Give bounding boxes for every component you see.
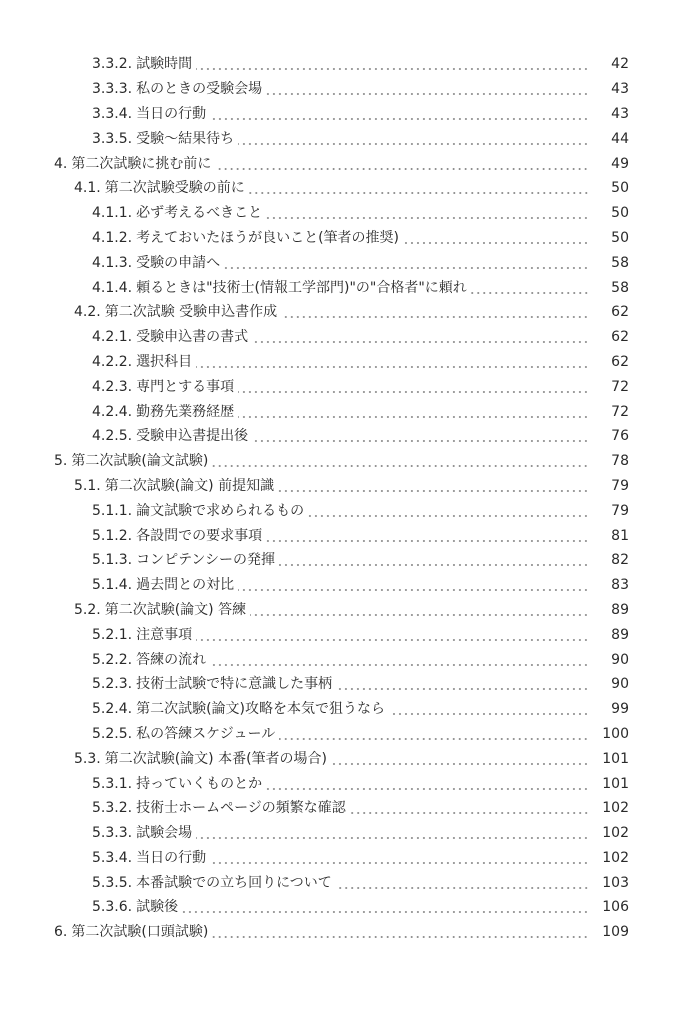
toc-entry-text: 第二次試験(論文)攻略を本気で狙うなら: [136, 701, 386, 718]
toc-entry[interactable]: [0, 622, 684, 647]
toc-entry-title: [92, 824, 196, 842]
toc-entry-text: 受験申込書の書式: [136, 329, 249, 346]
toc-entry-text: 技術士試験で特に意識した事柄: [136, 676, 333, 693]
toc-entry-page-number: 101: [602, 750, 629, 767]
toc-entry-page-number: 82: [611, 552, 629, 569]
dot-leader: [224, 267, 589, 269]
dot-leader: [196, 366, 589, 368]
toc-entry[interactable]: [0, 647, 684, 672]
toc-entry-page-number: 76: [611, 428, 629, 445]
toc-entry-number: 5.1.1.: [92, 502, 133, 519]
toc-entry-title: [92, 576, 238, 594]
toc-entry-title: [92, 378, 238, 396]
toc-entry-number: 5.3.1.: [92, 775, 133, 792]
dot-leader: [308, 515, 589, 517]
toc-entry[interactable]: [0, 548, 684, 573]
toc-entry-number: 4.1.4.: [92, 279, 133, 296]
dot-leader: [212, 936, 589, 938]
toc-entry-number: 4.1.3.: [92, 254, 133, 271]
toc-entry-title: [92, 700, 389, 718]
toc-entry[interactable]: [0, 821, 684, 846]
toc-entry[interactable]: [0, 126, 684, 151]
toc-entry[interactable]: [0, 895, 684, 920]
toc-entry-text: 試験後: [136, 899, 179, 916]
toc-entry-page-number: 50: [611, 180, 629, 197]
dot-leader: [196, 68, 589, 70]
toc-entry-text: 第二次試験(論文) 本番(筆者の場合): [104, 750, 328, 767]
toc-entry-page-number: 83: [611, 577, 629, 594]
toc-entry-number: 4.2.3.: [92, 378, 133, 395]
toc-entry[interactable]: [0, 374, 684, 399]
toc-entry-page-number: 42: [611, 56, 629, 73]
toc-entry-text: 頼るときは"技術士(情報工学部門)"の"合格者"に頼れ: [136, 279, 467, 296]
toc-entry-title: [54, 923, 212, 941]
toc-entry-page-number: 79: [611, 502, 629, 519]
dot-leader: [389, 713, 589, 715]
toc-entry-title: [74, 477, 278, 495]
toc-entry-number: 5.2.2.: [92, 651, 133, 668]
toc-entry-page-number: 43: [611, 81, 629, 98]
toc-entry-title: [92, 651, 210, 669]
toc-entry-number: 4.2.4.: [92, 403, 133, 420]
toc-entry[interactable]: [0, 523, 684, 548]
toc-entry-page-number: 90: [611, 651, 629, 668]
toc-entry-number: 4.1.: [74, 180, 101, 197]
toc-entry[interactable]: [0, 771, 684, 796]
toc-entry-text: 試験時間: [136, 56, 193, 73]
toc-entry-number: 3.3.4.: [92, 105, 133, 122]
toc-entry-number: 3.3.5.: [92, 130, 133, 147]
toc-entry-title: [92, 403, 238, 421]
toc-entry[interactable]: [0, 746, 684, 771]
toc-entry-text: 考えておいたほうが良いこと(筆者の推奨): [136, 229, 400, 246]
toc-entry-text: 私のときの受験会場: [136, 81, 263, 98]
toc-entry[interactable]: [0, 920, 684, 945]
toc-entry-page-number: 103: [602, 874, 629, 891]
dot-leader: [182, 911, 589, 913]
toc-entry-title: [92, 427, 252, 445]
dot-leader: [252, 440, 589, 442]
toc-entry-number: 4.2.5.: [92, 428, 133, 445]
dot-leader: [336, 688, 589, 690]
toc-entry-page-number: 62: [611, 329, 629, 346]
toc-entry-text: 過去問との対比: [136, 577, 235, 594]
toc-entry-title: [92, 725, 279, 743]
toc-entry-title: [92, 130, 238, 148]
dot-leader: [210, 664, 589, 666]
toc-entry-number: 4.2.2.: [92, 353, 133, 370]
dot-leader: [210, 862, 589, 864]
toc-entry[interactable]: [0, 275, 684, 300]
toc-entry-text: コンピテンシーの発揮: [136, 552, 276, 569]
toc-entry-number: 5.3.: [74, 750, 101, 767]
toc-entry-text: 専門とする事項: [136, 378, 235, 395]
toc-entry-title: [92, 874, 336, 892]
toc-entry-text: 持っていくものとか: [136, 775, 263, 792]
toc-entry-title: [92, 204, 266, 222]
toc-entry-page-number: 44: [611, 130, 629, 147]
toc-entry-number: 5.2.: [74, 601, 101, 618]
toc-entry[interactable]: [0, 424, 684, 449]
toc-entry-text: 当日の行動: [136, 849, 207, 866]
toc-entry[interactable]: [0, 250, 684, 275]
toc-entry-page-number: 79: [611, 477, 629, 494]
toc-entry-title: [92, 799, 350, 817]
toc-entry-page-number: 100: [602, 725, 629, 742]
toc-entry-number: 5.1.4.: [92, 577, 133, 594]
toc-entry[interactable]: [0, 474, 684, 499]
toc-entry-number: 4.2.1.: [92, 329, 133, 346]
dot-leader: [471, 292, 589, 294]
toc-entry[interactable]: [0, 77, 684, 102]
toc-entry-title: [92, 105, 210, 123]
toc-entry-page-number: 50: [611, 229, 629, 246]
toc-entry-text: 第二次試験(口頭試験): [71, 924, 209, 941]
toc-entry[interactable]: [0, 796, 684, 821]
toc-entry-title: [92, 353, 196, 371]
dot-leader: [266, 788, 589, 790]
toc-entry-number: 5.3.5.: [92, 874, 133, 891]
toc-entry-number: 4.1.1.: [92, 205, 133, 222]
toc-entry[interactable]: [0, 176, 684, 201]
toc-entry-number: 5.3.2.: [92, 800, 133, 817]
toc-entry-page-number: 99: [611, 701, 629, 718]
toc-entry-number: 5.: [54, 453, 68, 470]
toc-entry-text: 受験～結果待ち: [136, 130, 235, 147]
toc-entry-page-number: 72: [611, 378, 629, 395]
toc-entry[interactable]: [0, 399, 684, 424]
toc-entry-number: 3.3.3.: [92, 81, 133, 98]
toc-entry[interactable]: [0, 102, 684, 127]
toc-entry-page-number: 58: [611, 254, 629, 271]
toc-entry-title: [92, 279, 471, 297]
dot-leader: [350, 812, 589, 814]
dot-leader: [252, 341, 589, 343]
toc-entry-page-number: 43: [611, 105, 629, 122]
toc-entry-page-number: 62: [611, 353, 629, 370]
dot-leader: [266, 217, 589, 219]
toc-entry-title: [92, 328, 252, 346]
toc-entry-text: 当日の行動: [136, 105, 207, 122]
table-of-contents: [0, 52, 684, 945]
toc-entry-text: 受験申込書提出後: [136, 428, 249, 445]
toc-entry-text: 各設問での要求事項: [136, 527, 263, 544]
dot-leader: [266, 93, 589, 95]
toc-entry[interactable]: [0, 350, 684, 375]
toc-entry-page-number: 90: [611, 676, 629, 693]
toc-entry[interactable]: [0, 201, 684, 226]
dot-leader: [238, 391, 589, 393]
dot-leader: [215, 168, 589, 170]
dot-leader: [196, 639, 589, 641]
toc-entry-number: 4.2.: [74, 304, 101, 321]
toc-entry[interactable]: [0, 573, 684, 598]
toc-entry-number: 5.2.5.: [92, 725, 133, 742]
dot-leader: [403, 242, 589, 244]
toc-entry-page-number: 72: [611, 403, 629, 420]
toc-entry-text: 注意事項: [136, 626, 193, 643]
toc-entry-title: [92, 775, 266, 793]
toc-entry-title: [92, 675, 336, 693]
toc-entry-text: 技術士ホームページの頻繁な確認: [136, 800, 346, 817]
toc-entry-number: 5.2.3.: [92, 676, 133, 693]
toc-entry-title: [92, 254, 224, 272]
toc-entry-title: [92, 551, 279, 569]
toc-entry-text: 答練の流れ: [136, 651, 207, 668]
toc-entry-page-number: 62: [611, 304, 629, 321]
toc-entry[interactable]: [0, 325, 684, 350]
toc-entry-title: [92, 55, 196, 73]
toc-entry[interactable]: [0, 722, 684, 747]
toc-entry-text: 本番試験での立ち回りについて: [136, 874, 332, 891]
toc-entry[interactable]: [0, 498, 684, 523]
dot-leader: [331, 763, 589, 765]
toc-entry-text: 第二次試験(論文試験): [71, 453, 209, 470]
toc-entry-number: 3.3.2.: [92, 56, 133, 73]
toc-entry-number: 5.1.3.: [92, 552, 133, 569]
toc-entry-title: [54, 452, 212, 470]
toc-entry-number: 5.1.2.: [92, 527, 133, 544]
dot-leader: [210, 118, 589, 120]
toc-entry[interactable]: [0, 870, 684, 895]
toc-entry-page-number: 49: [611, 155, 629, 172]
toc-entry-title: [92, 849, 210, 867]
toc-entry-page-number: 50: [611, 205, 629, 222]
toc-entry[interactable]: [0, 672, 684, 697]
dot-leader: [279, 564, 589, 566]
toc-entry-text: 勤務先業務経歴: [136, 403, 235, 420]
toc-entry-title: [92, 626, 196, 644]
dot-leader: [281, 316, 589, 318]
toc-entry-number: 5.2.1.: [92, 626, 133, 643]
toc-entry-page-number: 81: [611, 527, 629, 544]
dot-leader: [336, 887, 589, 889]
toc-entry-page-number: 89: [611, 601, 629, 618]
dot-leader: [238, 589, 589, 591]
toc-entry-text: 必ず考えるべきこと: [136, 205, 263, 222]
toc-entry[interactable]: [0, 697, 684, 722]
toc-entry-number: 6.: [54, 924, 68, 941]
toc-entry-text: 第二次試験 受験申込書作成: [104, 304, 278, 321]
dot-leader: [238, 416, 589, 418]
toc-entry-title: [92, 527, 266, 545]
toc-entry[interactable]: [0, 151, 684, 176]
toc-entry-text: 試験会場: [136, 825, 193, 842]
toc-entry-number: 4.1.2.: [92, 229, 133, 246]
dot-leader: [238, 143, 589, 145]
toc-entry-page-number: 109: [602, 924, 629, 941]
dot-leader: [249, 192, 589, 194]
dot-leader: [212, 465, 589, 467]
toc-entry[interactable]: [0, 846, 684, 871]
toc-entry-page-number: 106: [602, 899, 629, 916]
toc-entry-text: 第二次試験受験の前に: [104, 180, 245, 197]
toc-entry-title: [54, 155, 215, 173]
toc-entry-title: [92, 898, 182, 916]
toc-entry-title: [74, 750, 331, 768]
toc-entry-text: 受験の申請へ: [136, 254, 221, 271]
toc-entry-number: 5.2.4.: [92, 701, 133, 718]
toc-entry-title: [92, 502, 308, 520]
toc-entry-page-number: 102: [602, 800, 629, 817]
toc-entry-number: 5.3.3.: [92, 825, 133, 842]
toc-entry-page-number: 89: [611, 626, 629, 643]
toc-entry-number: 5.3.4.: [92, 849, 133, 866]
toc-entry-title: [74, 303, 281, 321]
dot-leader: [279, 738, 589, 740]
dot-leader: [196, 837, 589, 839]
toc-entry-text: 第二次試験に挑む前に: [71, 155, 212, 172]
dot-leader: [250, 614, 589, 616]
toc-entry-title: [92, 229, 403, 247]
toc-entry-title: [74, 179, 249, 197]
toc-entry-title: [92, 80, 266, 98]
toc-entry-page-number: 101: [602, 775, 629, 792]
toc-entry[interactable]: [0, 598, 684, 623]
toc-entry[interactable]: [0, 226, 684, 251]
toc-entry[interactable]: [0, 449, 684, 474]
toc-entry-page-number: 78: [611, 453, 629, 470]
toc-entry-text: 選択科目: [136, 353, 193, 370]
toc-entry-text: 私の答練スケジュール: [136, 725, 276, 742]
toc-entry-text: 第二次試験(論文) 前提知識: [104, 477, 275, 494]
toc-entry-number: 4.: [54, 155, 68, 172]
toc-entry-text: 論文試験で求められるもの: [136, 502, 305, 519]
dot-leader: [278, 490, 589, 492]
toc-entry[interactable]: [0, 52, 684, 77]
toc-entry-text: 第二次試験(論文) 答練: [104, 601, 247, 618]
toc-entry-number: 5.3.6.: [92, 899, 133, 916]
toc-entry-number: 5.1.: [74, 477, 101, 494]
toc-entry-page-number: 102: [602, 849, 629, 866]
toc-entry-page-number: 102: [602, 825, 629, 842]
toc-entry[interactable]: [0, 300, 684, 325]
toc-entry-title: [74, 601, 250, 619]
toc-entry-page-number: 58: [611, 279, 629, 296]
dot-leader: [266, 540, 589, 542]
